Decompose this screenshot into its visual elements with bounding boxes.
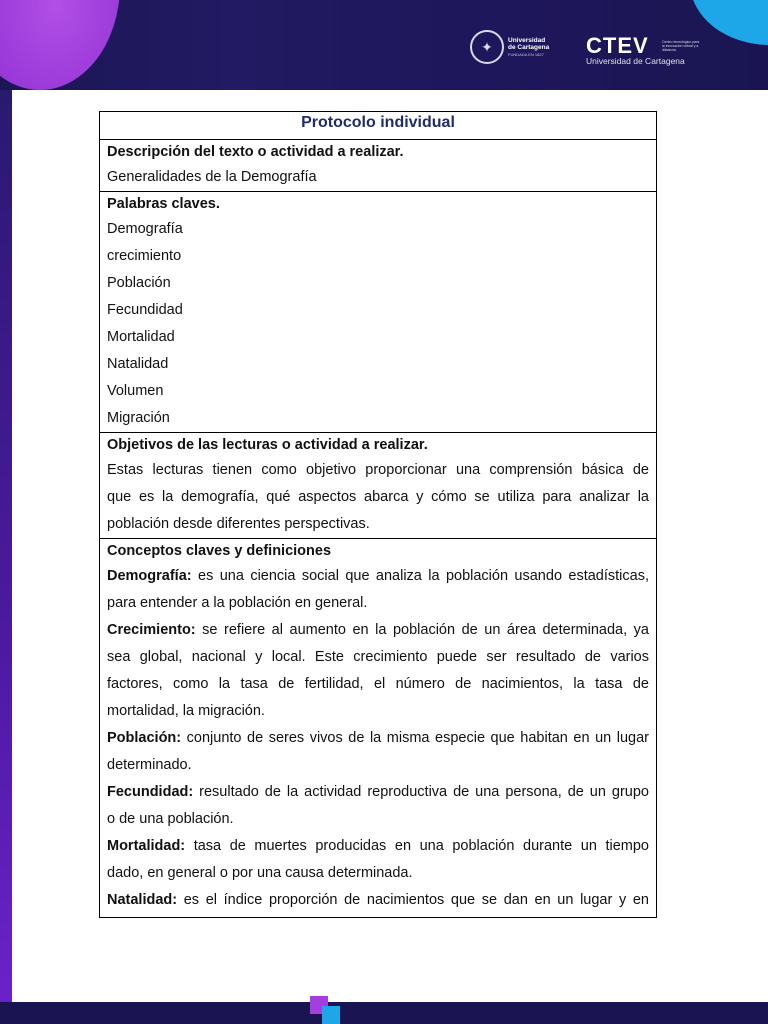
keyword-item: Volumen — [107, 383, 164, 399]
keyword-item: Mortalidad — [107, 329, 175, 345]
left-decoration-strip — [0, 90, 12, 1002]
objectives-line: Estas lecturas tienen como objetivo proporcionar una comprensión básica de — [107, 462, 649, 478]
definition-line — [107, 725, 649, 752]
concepts-header: Conceptos claves y definiciones — [107, 543, 332, 559]
ctev-subtitle: Universidad de Cartagena — [586, 56, 685, 66]
objectives-section — [100, 432, 656, 538]
footer-band — [0, 1002, 768, 1024]
definition-line: dado, en general o por una causa determinada. — [107, 865, 413, 881]
definition-line — [107, 617, 649, 644]
definition-line — [107, 779, 649, 806]
ctev-name: CTEV — [586, 33, 649, 58]
definition-line: factores, como la tasa de fertilidad, el número de nacimientos, la tasa de — [107, 676, 649, 692]
description-header: Descripción del texto o actividad a realizar. — [107, 144, 404, 160]
university-seal-icon: ✦ — [470, 30, 504, 64]
cyan-decoration — [690, 0, 768, 45]
definition-term: Demografía: — [107, 568, 192, 584]
keywords-section — [100, 191, 656, 432]
university-logo — [470, 30, 549, 64]
definition-line — [107, 563, 649, 590]
definition-term: Crecimiento: — [107, 622, 196, 638]
definition-line: sea global, nacional y local. Este crecimiento puede ser resultado de varios — [107, 649, 649, 665]
keyword-item: crecimiento — [107, 248, 182, 264]
description-section — [100, 139, 656, 191]
keyword-item: Población — [107, 275, 171, 291]
objectives-header: Objetivos de las lecturas o actividad a realizar. — [107, 437, 428, 453]
definition-line: o de una población. — [107, 811, 234, 827]
protocol-table — [99, 111, 657, 918]
objectives-line: población desde diferentes perspectivas. — [107, 516, 370, 532]
ctev-logo — [586, 33, 700, 66]
definition-term: Fecundidad: — [107, 784, 194, 800]
ctev-tagline: Centro tecnológico para la innovación virtual y a distancia — [662, 40, 700, 52]
keyword-item: Demografía — [107, 221, 183, 237]
blue-square-decoration — [322, 1006, 340, 1024]
definition-text: tasa de muertes producidas en una población durante un tiempo — [185, 838, 649, 854]
concepts-section — [100, 538, 656, 914]
definition-text: conjunto de seres vivos de la misma especie que habitan en un lugar — [181, 730, 649, 746]
definition-line: para entender a la población en general. — [107, 595, 368, 611]
definition-line: mortalidad, la migración. — [107, 703, 265, 719]
keywords-header: Palabras claves. — [107, 196, 220, 212]
definition-line — [107, 887, 649, 914]
objectives-line: que es la demografía, qué aspectos abarca y cómo se utiliza para analizar la — [107, 489, 649, 505]
definition-line: determinado. — [107, 757, 192, 773]
table-title: Protocolo individual — [301, 114, 455, 131]
description-value: Generalidades de la Demografía — [107, 169, 317, 185]
purple-decoration — [0, 0, 120, 90]
definition-text: resultado de la actividad reproductiva de una persona, de un grupo — [193, 784, 649, 800]
keyword-item: Fecundidad — [107, 302, 183, 318]
definition-term: Mortalidad: — [107, 838, 186, 854]
definition-text: es el índice proporción de nacimientos que se dan en un lugar y en — [177, 892, 649, 908]
university-name-line1: Universidad — [508, 36, 546, 44]
definition-term: Población: — [107, 730, 182, 746]
university-name-line2: de Cartagena — [508, 43, 550, 51]
keyword-item: Migración — [107, 410, 170, 426]
university-tagline: FUNDADA EN 1827 — [508, 51, 544, 57]
definition-line — [107, 833, 649, 860]
definition-text: es una ciencia social que analiza la población usando estadísticas, — [191, 568, 649, 584]
definition-text: se refiere al aumento en la población de un área determinada, ya — [195, 622, 649, 638]
keyword-item: Natalidad — [107, 356, 169, 372]
definition-term: Natalidad: — [107, 892, 178, 908]
